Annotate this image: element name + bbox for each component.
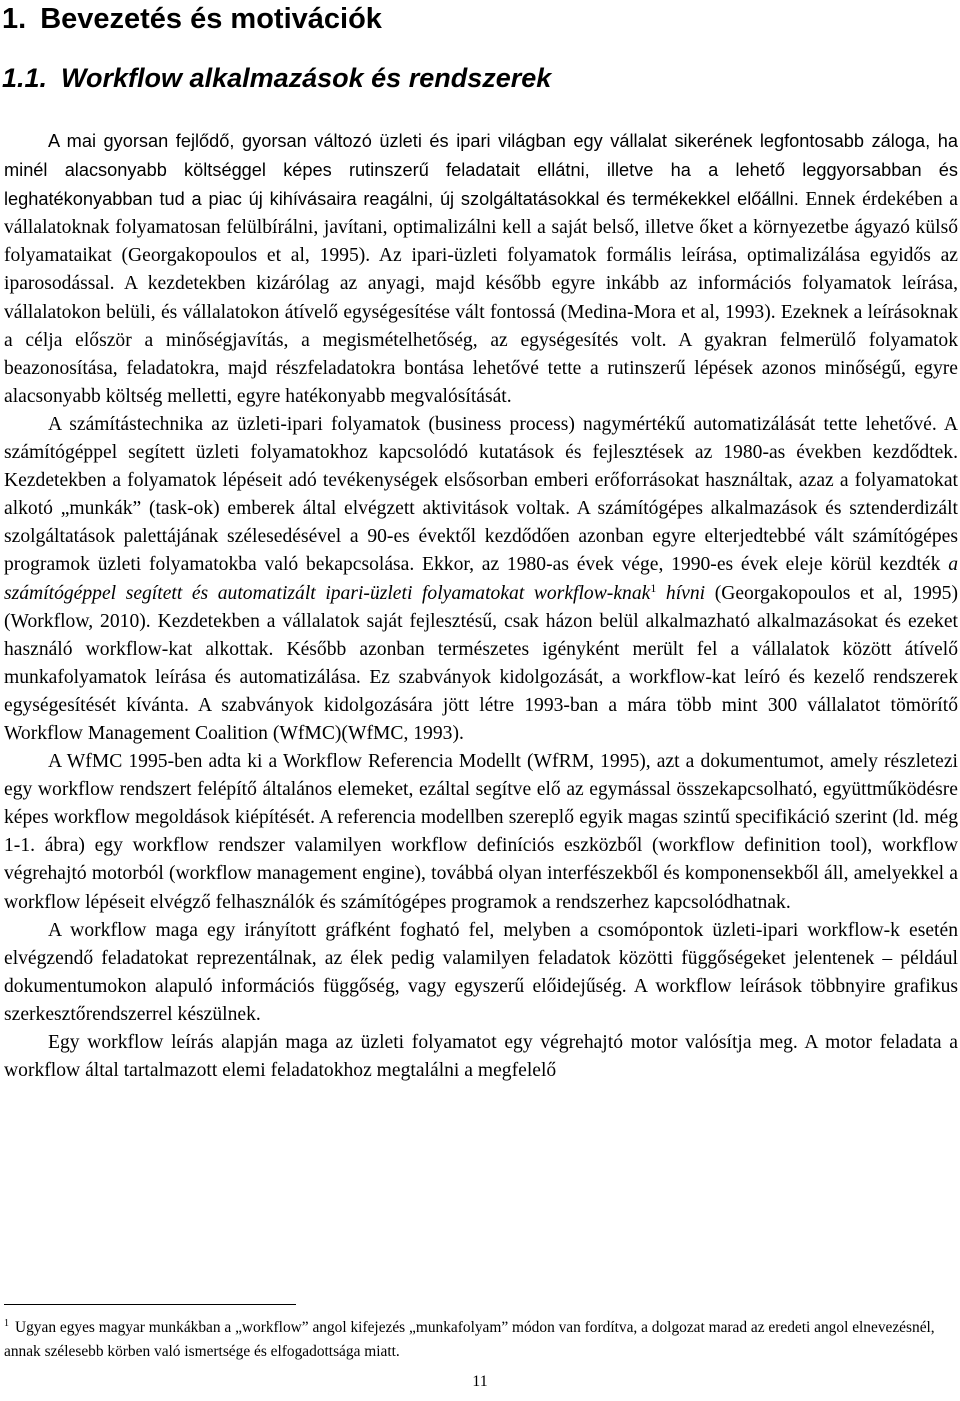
- paragraph-5: Egy workflow leírás alapján maga az üzleti folyamatot egy végrehajtó motor valósítja meg. A motor feladata a workflow által tartalmazott elemi feladatokhoz megtalálni a megfelelő: [4, 1032, 958, 1082]
- chapter-title: Bevezetés és motivációk: [40, 3, 382, 35]
- section-heading: [2, 62, 551, 94]
- footnote: [4, 1316, 954, 1364]
- section-number: 1.1.: [2, 63, 48, 93]
- paragraph-4: A workflow maga egy irányított gráfként fogható fel, melyben a csomópontok üzleti-ipari workflow-k esetén elvégzendő feladatokat reprezentálnak, az élek pedig valamilyen feladatok közötti függőségeket jelentenek – például dokumentumokon alapuló információs függőség, vagy egyszerű előidejűség. A workflow leírások többnyire grafikus szerkesztőrendszerrel készülnek.: [4, 919, 958, 1025]
- page-number: 11: [472, 1373, 488, 1390]
- footnote-marker: 1: [4, 1318, 9, 1329]
- paragraph-2: [4, 411, 958, 748]
- paragraph-1-lead: A mai gyorsan fejlődő, gyorsan változó üzleti és ipari világban egy vállalat sikerének legfontosabb záloga, ha minél alacsonyabb költséggel képes rutinszerű feladatait ellátni, illetve ha a lehető leggyorsabban és leghatékonyabban tud a piac új kihívásaira reagálni, új szolgáltatásokkal és termékekkel előállni.: [4, 131, 958, 210]
- paragraph-2-italic-2: hívni: [665, 582, 706, 604]
- paragraph-2-part-a: A számítástechnika az üzleti-ipari folyamatok (business process) nagymértékű automatizálását tette lehetővé. A számítógéppel segített üzleti folyamatokhoz kapcsolódó kutatások és fejlesztések az 1980-as években kezdődtek. Kezdetekben a folyamatok lépéseit adó tevékenységek elsősorban emberi erőforrásokat használtak, azaz a folyamatokat alkotó „munkák” (task-ok) emberek által elvégzett aktivitások voltak. A számítógépes alkalmazások és sztenderdizált szolgáltatások palettájának szélesedésével a 90-es évektől kezdődően azonban egyre elterjedtebbé vált számítógépes programok üzleti folyamatokba való bekapcsolása. Ekkor, az 1980-as évek vége, 1990-es évek eleje körül kezdték: [4, 413, 958, 576]
- paragraph-3: A WfMC 1995-ben adta ki a Workflow Referencia Modellt (WfRM, 1995), azt a dokumentumot, amely részletezi egy workflow rendszert felépítő általános elemeket, ezáltal segítve elő az egymással összekapcsolható, együttműködésre képes workflow megoldások kiépítését. A referencia modellben szereplő egyik magas szintű specifikáció szerint (ld. még 1-1. ábra) egy workflow rendszer valamilyen workflow definíciós eszközből (workflow definition tool), workflow végrehajtó motorból (workflow management engine), továbbá olyan interfészekből és komponensekből áll, amelyekkel a workflow lépéseit elvégző felhasználók és számítógépes programok a rendszerhez kapcsolódhatnak.: [4, 751, 958, 913]
- paragraph-2-italic: a számítógéppel segített és automatizált ipari-üzleti folyamatokat workflow-knak: [4, 554, 958, 604]
- footnote-text: Ugyan egyes magyar munkákban a „workflow” angol kifejezés „munkafolyam” módon van fordítva, a dolgozat marad az eredeti angol elnevezésnél, annak szélesebb körben való ismertsége és elfogadottsága miatt.: [4, 1319, 935, 1360]
- body-text: [4, 127, 958, 1085]
- section-title: Workflow alkalmazások és rendszerek: [61, 63, 552, 93]
- footnote-reference: 1: [650, 580, 657, 595]
- paragraph-2-part-b: (Georgakopoulos et al, 1995)(Workflow, 2010). Kezdetekben a vállalatok saját fejlesztésű, csak házon belül alkalmazható alkalmazásokat és ezeket használó workflow-kat alkottak. Később azonban természetes igényként merült fel a vállalatok között átívelő munkafolyamatok leírása és automatizálása. Ez szabványok kidolgozását, a workflow-kat leíró és kezelő rendszerek egységesítését kívánta. A szabványok kidolgozására jött létre 1993-ban a mára több mint 300 vállalatot tömörítő Workflow Management Coalition (WfMC)(WfMC, 1993).: [4, 582, 958, 744]
- chapter-number: 1.: [2, 3, 27, 35]
- paragraph-1: [4, 127, 958, 411]
- chapter-heading: [2, 2, 382, 36]
- footnote-divider: [4, 1304, 296, 1305]
- paragraph-1-rest: Ennek érdekében a vállalatoknak folyamatosan felülbírálni, javítani, optimalizálni kell a saját belső, illetve őket a környezetbe ágyazó külső folyamataikat (Georgakopoulos et al, 1995). Az ipari-üzleti folyamatok formális leírása, optimalizálása egyidős az iparosodással. A kezdetekben kizárólag az anyagi, majd később egyre inkább az információs folyamatok leírása, vállalatokon belüli, és vállalatokon átívelő egységesítése vált fontossá (Medina-Mora et al, 1993). Ezeknek a leírásoknak a célja először a minőségjavítás, a megismételhetőség, az egységesítés volt. A gyakran felmerülő folyamatok beazonosítása, feladatokra, majd részfeladatokra bontása lehetővé tette a rutinszerű lépések azonos minőségű, egyre alacsonyabb költség melletti, egyre hatékonyabb megvalósítását.: [4, 189, 958, 407]
